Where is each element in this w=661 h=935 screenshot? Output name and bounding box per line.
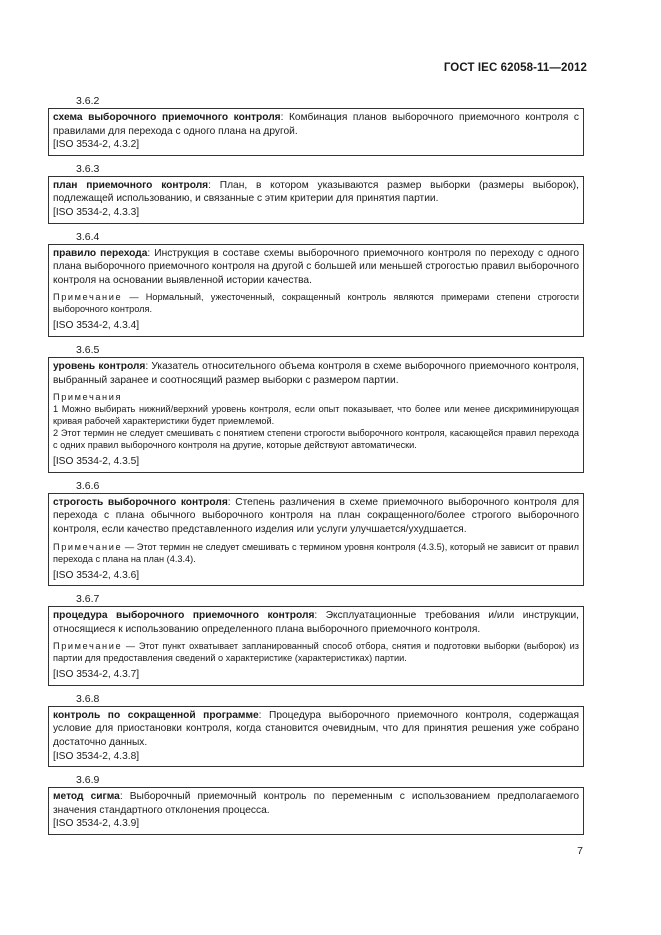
term-entry — [48, 230, 584, 337]
term-title: процедура выборочного приемочного контроля — [53, 610, 315, 622]
term-definition: : Выборочный приемочный контроль по переменным с использованием предполагаемого значения стандартного отклонения процесса. — [53, 791, 579, 816]
term-source: [ISO 3534-2, 4.3.3] — [53, 206, 140, 218]
term-entry — [48, 773, 584, 835]
term-title: схема выборочного приемочного контроля — [53, 112, 281, 123]
term-box — [48, 706, 584, 767]
term-entry — [48, 692, 584, 767]
term-entry — [48, 94, 584, 156]
note-item: 1 Можно выбирать нижний/верхний уровень контроля, если опыт показывает, что более или менее дискриминирующая кривая рабочей характеристики будет приемлемой. — [53, 404, 579, 427]
term-definition: : Инструкция в составе схемы выборочного приемочного контроля по переходу с одного плана выборочного приемочного контроля на другой с большей или меньшей строгостью правил выборочного контроля на основании выявленной истории качества. — [53, 247, 579, 286]
term-title: контроль по сокращенной программе — [53, 709, 259, 721]
term-source: [ISO 3534-2, 4.3.7] — [53, 669, 140, 681]
note-item: 2 Этот термин не следует смешивать с понятием степени строгости выборочного контроля, касающейся правил перехода с одних правил выборочного контроля на другие, которые действуют автоматически. — [53, 428, 579, 451]
term-title: уровень контроля — [53, 360, 146, 372]
term-number: 3.6.8 — [76, 692, 100, 705]
term-definition: : Степень различения в схеме приемочного выборочного контроля для перехода с плана обычного выборочного контроля на план сокращенного/более строгого выборочного контроля, если качество представленного изделия или услуги улучшается/ухудшается. — [53, 496, 580, 535]
term-box — [48, 787, 584, 835]
term-definition: : Комбинация планов выборочного приемочного контроля с правилами для перехода с одного плана на другой. — [53, 112, 579, 137]
page-number: 7 — [577, 845, 583, 857]
term-number: 3.6.7 — [76, 593, 100, 606]
term-entry — [48, 343, 584, 473]
term-box — [48, 493, 584, 586]
term-box — [48, 606, 584, 686]
note-label: Примечание — [53, 641, 123, 652]
term-number: 3.6.9 — [76, 774, 100, 787]
document-header: ГОСТ IEC 62058-11—2012 — [443, 62, 587, 74]
term-note — [53, 291, 579, 315]
term-title: метод сигма — [53, 791, 120, 803]
term-source: [ISO 3534-2, 4.3.9] — [53, 818, 140, 830]
term-box — [48, 176, 584, 224]
terms-list — [48, 94, 584, 841]
term-title: план приемочного контроля — [53, 179, 209, 191]
term-note — [53, 640, 579, 664]
term-source: [ISO 3534-2, 4.3.4] — [53, 320, 140, 332]
term-source: [ISO 3534-2, 4.3.5] — [53, 456, 140, 468]
term-source: [ISO 3534-2, 4.3.2] — [53, 139, 140, 151]
note-label: Примечание — [53, 541, 123, 552]
note-text: — Нормальный, ужесточенный, сокращенный контроль являются примерами степени строгости выборочного контроля. — [53, 292, 579, 315]
term-box — [48, 357, 584, 473]
note-text: — Этот пункт охватывает запланированный способ отбора, снятия и подготовки выборки (выборок) из партии для предоставления сведений о характеристике (характеристиках) партии. — [53, 641, 579, 664]
term-definition: : Указатель относительного объема контроля в схеме выборочного приемочного контроля, выбранный заранее и соотносящий размер выборки с размером партии. — [53, 360, 579, 386]
term-number: 3.6.5 — [76, 343, 100, 356]
note-text: — Этот термин не следует смешивать с термином уровня контроля (4.3.5), который не зависит от правил перехода с плана на план (4.3.4). — [53, 541, 579, 564]
term-entry — [48, 592, 584, 686]
term-number: 3.6.4 — [76, 230, 100, 243]
term-box — [48, 244, 584, 337]
term-definition: : Эксплуатационные требования и/или инструкции, относящиеся к использованию определенного плана выборочного приемочного контроля. — [53, 610, 579, 635]
term-box — [48, 108, 584, 156]
term-source: [ISO 3534-2, 4.3.8] — [53, 750, 140, 762]
notes-label: Примечания — [53, 392, 123, 403]
term-entry — [48, 479, 584, 586]
term-definition: : Процедура выборочного приемочного контроля, содержащая условие для приостановки контроля, когда становится очевидным, что для принятия решения уже собрано достаточно данных. — [53, 709, 579, 749]
term-title: строгость выборочного контроля — [53, 496, 228, 508]
term-number: 3.6.6 — [76, 479, 100, 492]
note-label: Примечание — [53, 292, 123, 303]
term-definition: : План, в котором указываются размер выборки (размеры выборок), подлежащей использованию, и связанные с этим критерии для принятия партии. — [53, 179, 579, 205]
term-title: правило перехода — [53, 247, 148, 259]
term-number: 3.6.3 — [76, 162, 100, 175]
term-number: 3.6.2 — [76, 95, 100, 107]
term-note — [53, 541, 579, 565]
term-entry — [48, 162, 584, 224]
term-source: [ISO 3534-2, 4.3.6] — [53, 569, 140, 581]
